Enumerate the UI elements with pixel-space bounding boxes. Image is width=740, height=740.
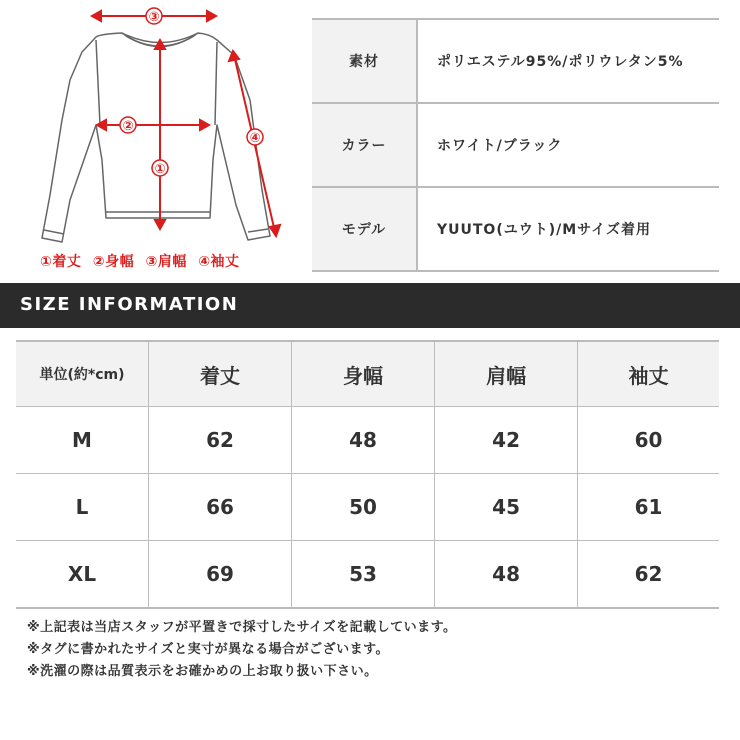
note-line: ※洗濯の際は品質表示をお確かめの上お取り扱い下さい。: [27, 664, 378, 679]
size-table: [16, 340, 719, 609]
spec-table: [312, 18, 719, 272]
spec-label: カラー: [312, 103, 417, 187]
banner-title: SIZE INFORMATION: [20, 294, 239, 315]
marker-2: ②: [122, 119, 134, 134]
legend-length: ①着丈: [40, 254, 82, 270]
table-row: [16, 407, 719, 474]
sweatshirt-illustration: [0, 0, 290, 280]
spec-value: YUUTO(ユウト)/Mサイズ着用: [417, 187, 719, 271]
table-cell: 53: [292, 541, 435, 609]
spec-label: モデル: [312, 187, 417, 271]
table-row: [16, 474, 719, 541]
table-cell: 50: [292, 474, 435, 541]
table-cell: 66: [149, 474, 292, 541]
table-cell: 62: [578, 541, 719, 609]
marker-4: ④: [249, 131, 261, 146]
marker-3: ③: [148, 10, 160, 25]
marker-1: ①: [154, 162, 166, 177]
table-cell: 69: [149, 541, 292, 609]
table-cell: 61: [578, 474, 719, 541]
table-cell: 48: [292, 407, 435, 474]
notes: [27, 617, 457, 683]
unit-label: 単位(約*cm): [16, 341, 149, 407]
spec-value: ホワイト/ブラック: [417, 103, 719, 187]
table-cell: 48: [435, 541, 578, 609]
note-line: ※上記表は当店スタッフが平置きで採寸したサイズを記載しています。: [27, 620, 457, 635]
table-cell: 62: [149, 407, 292, 474]
column-header-length: 着丈: [149, 341, 292, 407]
table-cell: 60: [578, 407, 719, 474]
measurement-diagram: [0, 0, 290, 280]
column-header-shoulder-width: 肩幅: [435, 341, 578, 407]
column-header-sleeve-length: 袖丈: [578, 341, 719, 407]
table-row: [16, 541, 719, 609]
column-header-body-width: 身幅: [292, 341, 435, 407]
spec-label: 素材: [312, 19, 417, 103]
size-label: XL: [16, 541, 149, 609]
spec-row-model: [312, 187, 719, 271]
spec-row-material: [312, 19, 719, 103]
size-label: M: [16, 407, 149, 474]
legend-sleeve-length: ④袖丈: [198, 254, 240, 270]
table-cell: 42: [435, 407, 578, 474]
spec-value: ポリエステル95%/ポリウレタン5%: [417, 19, 719, 103]
size-table-header: [16, 341, 719, 407]
legend-body-width: ②身幅: [92, 254, 135, 270]
legend-shoulder-width: ③肩幅: [145, 254, 187, 270]
table-cell: 45: [435, 474, 578, 541]
measurement-legend: [40, 251, 246, 271]
spec-row-color: [312, 103, 719, 187]
size-information-banner: [0, 283, 740, 328]
size-label: L: [16, 474, 149, 541]
note-line: ※タグに書かれたサイズと実寸が異なる場合がございます。: [27, 642, 390, 657]
